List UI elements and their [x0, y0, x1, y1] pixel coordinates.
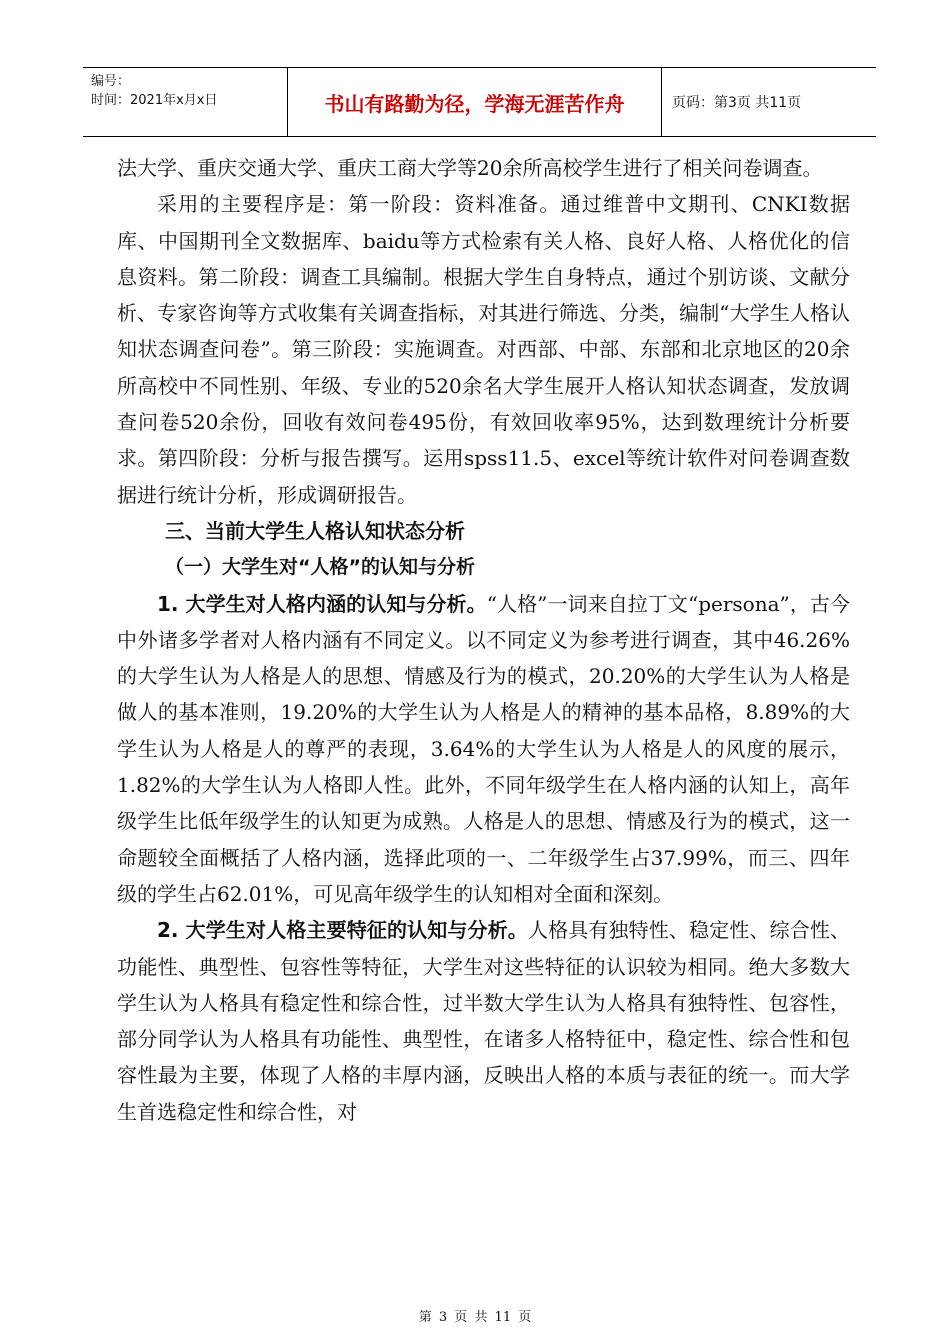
header-page-label: 页码：第3页 共11页 [672, 95, 802, 111]
paragraph-4-lead: 2. 大学生对人格主要特征的认知与分析。 [157, 918, 528, 943]
paragraph-3-text: “人格”一词来自拉丁文“persona”，古今中外诸多学者对人格内涵有不同定义。以不同定义为参考进行调查，其中46.26%的大学生认为人格是人的思想、情感及行为的模式，20.20%的大学生认为人格是做人的基本准则，19.20%的大学生认为人格是人的精神的基本品格，8.89%的大学生认为人格是人的尊严的表现，3.64%的大学生认为人格是人的风度的展示，1.82%的大学生认为人格即人性。此外，不同年级学生在人格内涵的认知上，高年级学生比低年级学生的认知更为成熟。人格是人的思想、情感及行为的模式，这一命题较全面概括了人格内涵，选择此项的一、二年级学生占37.99%，而三、四年级的学生占62.01%，可见高年级学生的认知相对全面和深刻。 [117, 591, 850, 906]
subsection-heading: （一）大学生对“人格”的认知与分析 [165, 556, 475, 579]
paragraph-4-text: 人格具有独特性、稳定性、综合性、功能性、典型性、包容性等特征，大学生对这些特征的认识较为相同。绝大多数大学生认为人格具有稳定性和综合性，过半数大学生认为人格具有独特性、包容性，部分同学认为人格具有功能性、典型性，在诸多人格特征中，稳定性、综合性和包容性最为主要，体现了人格的丰厚内涵，反映出人格的本质与表征的统一。而大学生首选稳定性和综合性，对 [117, 918, 851, 1124]
paragraph-3-lead: 1. 大学生对人格内涵的认知与分析。 [157, 591, 487, 616]
header-motto: 书山有路勤为径，学海无涯苦作舟 [288, 68, 662, 136]
paragraph-4 [117, 912, 850, 1130]
paragraph-3 [117, 586, 850, 913]
page-footer: 第 3 页 共 11 页 [418, 1310, 532, 1325]
header-number-label: 编号： [91, 74, 131, 89]
header-time-label: 时间：2021年x月x日 [91, 93, 218, 108]
paragraph-2: 采用的主要程序是：第一阶段：资料准备。通过维普中文期刊、CNKI数据库、中国期刊全文数据库、baidu等方式检索有关人格、良好人格、人格优化的信息资料。第二阶段：调查工具编制。根据大学生自身特点，通过个别访谈、文献分析、专家咨询等方式收集有关调查指标，对其进行筛选、分类，编制“大学生人格认知状态调查问卷”。第三阶段：实施调查。对西部、中部、东部和北京地区的20余所高校中不同性别、年级、专业的520余名大学生展开人格认知状态调查，发放调查问卷520余份，回收有效问卷495份，有效回收率95%，达到数理统计分析要求。第四阶段：分析与报告撰写。运用spss11.5、excel等统计软件对问卷调查数据进行统计分析，形成调研报告。 [117, 192, 850, 507]
header-meta [83, 68, 288, 136]
paragraph-1: 法大学、重庆交通大学、重庆工商大学等20余所高校学生进行了相关问卷调查。 [117, 156, 823, 180]
page-header [83, 67, 876, 137]
document-body [117, 150, 850, 1130]
section-heading: 三、当前大学生人格认知状态分析 [165, 518, 465, 543]
